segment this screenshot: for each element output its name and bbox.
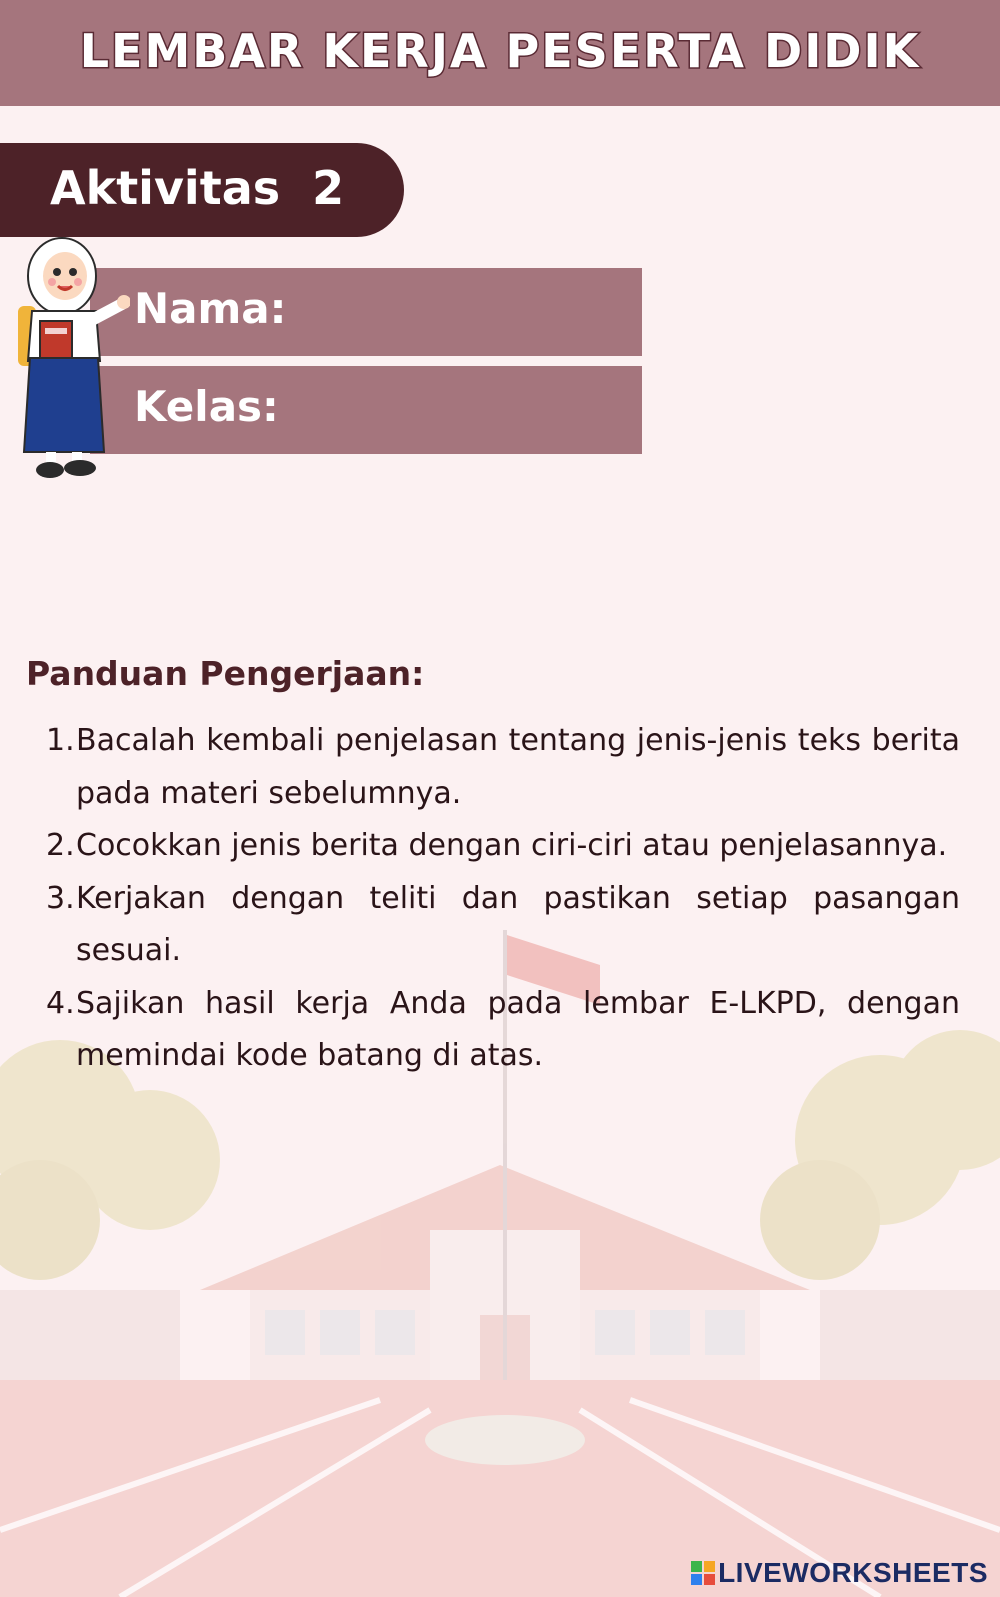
activity-label: Aktivitas 2 xyxy=(50,161,345,215)
step-number: 4. xyxy=(46,985,75,1021)
header-bar xyxy=(0,0,1000,106)
guide-title: Panduan Pengerjaan: xyxy=(26,654,425,693)
activity-badge xyxy=(0,143,404,237)
guide-steps xyxy=(46,715,960,1083)
step-text: Cocokkan jenis berita dengan ciri-ciri atau penjelasannya. xyxy=(76,828,948,863)
liveworksheets-logo-icon xyxy=(691,1561,715,1585)
guide-step xyxy=(46,978,960,1083)
name-label: Nama: xyxy=(134,284,287,333)
step-text: Kerjakan dengan teliti dan pastikan setiap pasangan sesuai. xyxy=(76,880,960,968)
guide-step xyxy=(46,873,960,978)
page-title: LEMBAR KERJA PESERTA DIDIK xyxy=(79,24,921,78)
step-number: 1. xyxy=(46,723,75,758)
step-number: 3. xyxy=(46,880,75,916)
name-field[interactable] xyxy=(90,268,642,356)
step-text: Bacalah kembali penjelasan tentang jenis-jenis teks berita pada materi sebelumnya. xyxy=(76,723,960,811)
guide-step xyxy=(46,715,960,820)
class-label: Kelas: xyxy=(134,382,279,431)
guide-step xyxy=(46,820,960,873)
student-character-illustration xyxy=(10,236,130,496)
class-field[interactable] xyxy=(90,366,642,454)
step-number: 2. xyxy=(46,828,75,863)
liveworksheets-watermark xyxy=(691,1557,988,1589)
watermark-text: LIVEWORKSHEETS xyxy=(718,1557,988,1588)
step-text: Sajikan hasil kerja Anda pada lembar E-LKPD, dengan memindai kode batang di atas. xyxy=(76,985,960,1073)
